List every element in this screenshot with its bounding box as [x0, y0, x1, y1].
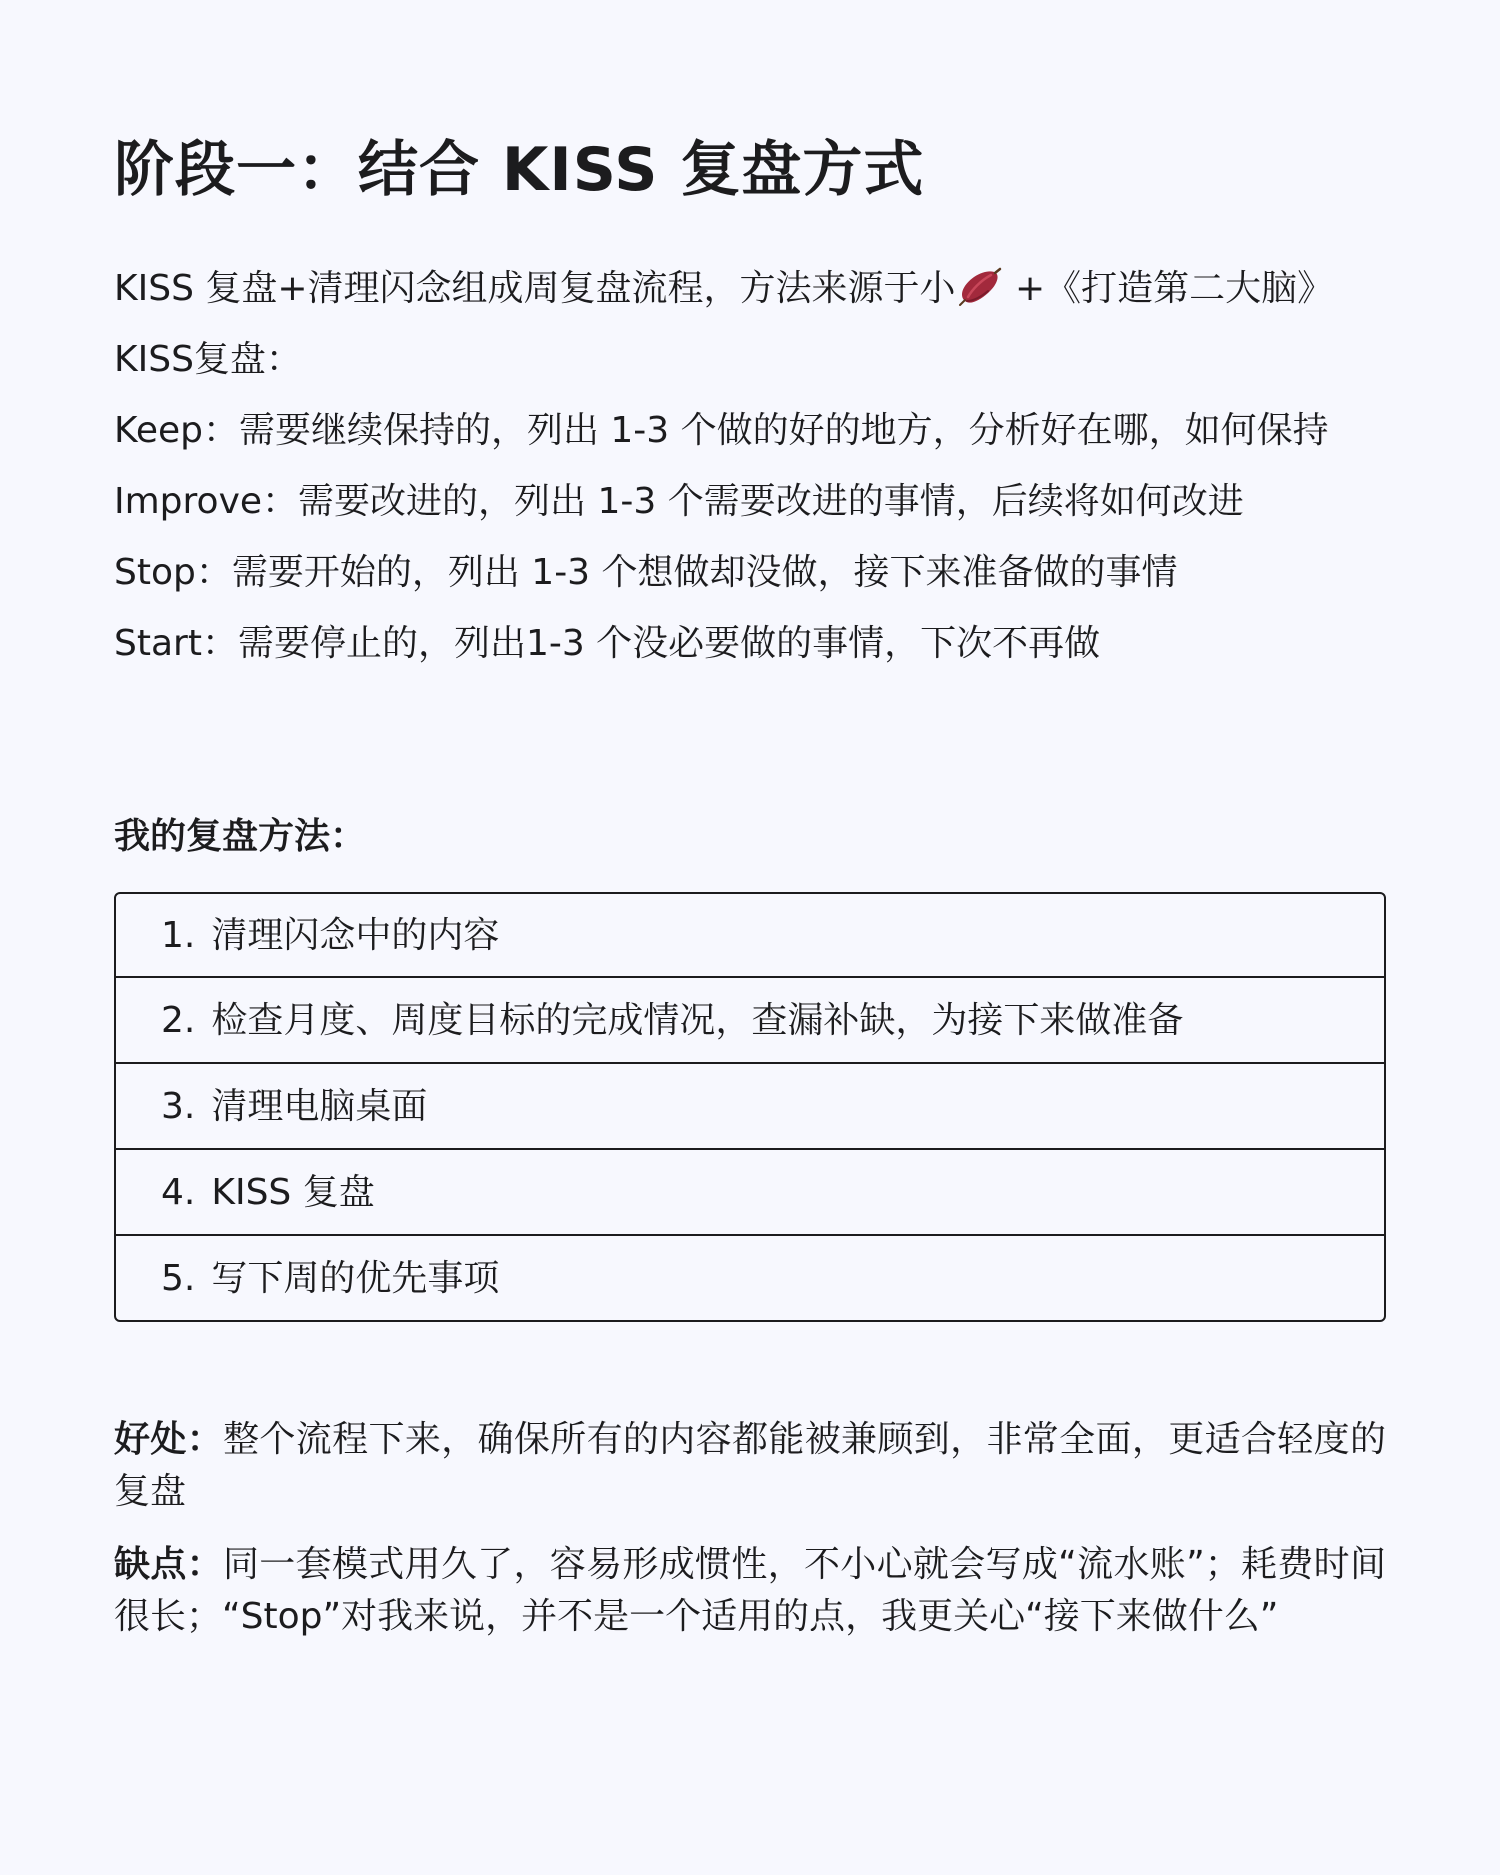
cons-text: 同一套模式用久了，容易形成惯性，不小心就会写成“流水账”；耗费时间很长；“Stop”对我来说，并不是一个适用的点，我更关心“接下来做什么” — [114, 1544, 1386, 1637]
step-number: 1. — [161, 915, 196, 956]
step-number: 4. — [161, 1172, 196, 1213]
step-row — [116, 1064, 1384, 1150]
step-row — [116, 978, 1384, 1064]
page-title: 阶段一：结合 KISS 复盘方式 — [114, 135, 925, 205]
cons-paragraph — [114, 1539, 1386, 1643]
source-text-before: KISS 复盘+清理闪念组成周复盘流程，方法来源于小 — [114, 268, 956, 309]
source-text-after: +《打造第二大脑》 — [1003, 268, 1334, 309]
cons-label: 缺点： — [114, 1544, 223, 1585]
step-text: KISS 复盘 — [211, 1172, 375, 1213]
source-line — [114, 253, 1404, 324]
pros-label: 好处： — [114, 1419, 224, 1460]
step-row — [116, 1150, 1384, 1236]
kiss-improve-line: Improve：需要改进的，列出 1-3 个需要改进的事情，后续将如何改进 — [114, 481, 1244, 522]
step-number: 5. — [161, 1258, 196, 1299]
step-text: 检查月度、周度目标的完成情况，查漏补缺，为接下来做准备 — [211, 1000, 1184, 1041]
kiss-keep-line: Keep：需要继续保持的，列出 1-3 个做的好的地方，分析好在哪，如何保持 — [114, 410, 1329, 451]
step-text: 写下周的优先事项 — [211, 1258, 500, 1299]
kiss-heading: KISS复盘： — [114, 339, 302, 380]
step-text: 清理电脑桌面 — [211, 1086, 428, 1127]
step-row — [116, 1236, 1384, 1322]
pros-paragraph — [114, 1414, 1386, 1518]
step-row — [116, 894, 1384, 978]
method-heading: 我的复盘方法： — [114, 816, 367, 857]
pros-text: 整个流程下来，确保所有的内容都能被兼顾到，非常全面，更适合轻度的复盘 — [114, 1419, 1386, 1512]
method-steps-table — [114, 892, 1386, 1322]
sweet-potato-icon — [956, 266, 1002, 308]
step-number: 2. — [161, 1000, 196, 1041]
kiss-stop-line: Stop：需要开始的，列出 1-3 个想做却没做，接下来准备做的事情 — [114, 552, 1178, 593]
step-number: 3. — [161, 1086, 196, 1127]
kiss-start-line: Start：需要停止的，列出1-3 个没必要做的事情，下次不再做 — [114, 623, 1101, 664]
intro-section — [114, 253, 1404, 679]
step-text: 清理闪念中的内容 — [211, 915, 500, 956]
